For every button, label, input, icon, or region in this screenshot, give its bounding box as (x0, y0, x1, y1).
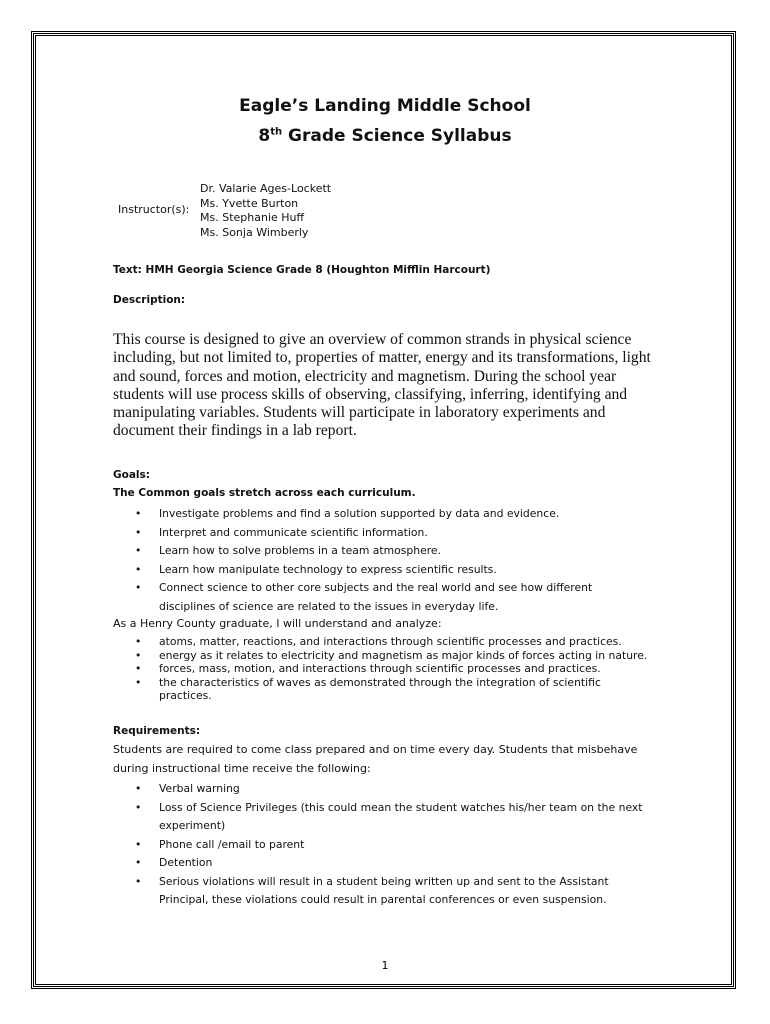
school-title: Eagle’s Landing Middle School (239, 96, 531, 116)
list-item: • Loss of Science Privileges (this could mean the student watches his/her team on the next experiment) (159, 799, 656, 836)
list-item: • atoms, matter, reactions, and interactions through scientific processes and practices. (159, 635, 649, 649)
list-item: • energy as it relates to electricity and magnetism as major kinds of forces acting in nature. (159, 649, 649, 663)
requirements-label: Requirements: (113, 725, 201, 737)
grade-suffix: th (270, 126, 283, 138)
list-item: • Interpret and communicate scientific information. (159, 524, 639, 543)
goals-subheading: The Common goals stretch across each curriculum. (113, 487, 416, 499)
syllabus-title (0, 126, 770, 146)
instructor-name: Dr. Valarie Ages-Lockett (200, 182, 332, 195)
list-item: • Learn how manipulate technology to express scientific results. (159, 561, 639, 580)
description-label: Description: (113, 294, 186, 306)
graduate-list (159, 635, 649, 703)
instructor-name: Ms. Yvette Burton (200, 196, 299, 210)
grade-number: 8 (258, 126, 271, 146)
goals-label: Goals: (113, 469, 150, 481)
requirements-intro: Students are required to come class prepared and on time every day. Students that misbehave during instructional time receive the following: (113, 743, 638, 775)
syllabus-title-rest: Grade Science Syllabus (282, 126, 512, 146)
instructor-name: Ms. Stephanie Huff (200, 211, 305, 224)
instructors-label: Instructor(s): (118, 203, 190, 216)
instructors-list (200, 182, 331, 240)
description-text: This course is designed to give an overview of common strands in physical science including, but not limited to, properties of matter, energy and its transformations, light and sound, forces and motion, electricity and magnetism. During the school year students will use process skills of observing, classifying, inferring, identifying and manipulating variables. Students will participate in laboratory experiments and document their findings in a lab report. (113, 331, 651, 440)
list-item: • the characteristics of waves as demonstrated through the integration of scientific practices. (159, 676, 649, 703)
instructor-name: Ms. Sonja Wimberly (200, 225, 309, 239)
list-item: • forces, mass, motion, and interactions through scientific processes and practices. (159, 662, 649, 676)
list-item: • Detention (159, 854, 656, 873)
goals-list (159, 505, 639, 616)
list-item: • Serious violations will result in a student being written up and sent to the Assistant Principal, these violations could result in parental conferences or even suspension. (159, 873, 656, 910)
requirements-list (159, 780, 656, 910)
list-item: • Verbal warning (159, 780, 656, 799)
textbook-line: Text: HMH Georgia Science Grade 8 (Houghton Mifflin Harcourt) (113, 264, 491, 276)
list-item: • Connect science to other core subjects and the real world and see how different disciplines of science are related to the issues in everyday life. (159, 579, 639, 616)
list-item: • Phone call /email to parent (159, 836, 656, 855)
list-item: • Learn how to solve problems in a team atmosphere. (159, 542, 639, 561)
graduate-intro: As a Henry County graduate, I will understand and analyze: (113, 617, 442, 630)
list-item: • Investigate problems and find a solution supported by data and evidence. (159, 505, 639, 524)
page-number: 1 (381, 959, 389, 972)
